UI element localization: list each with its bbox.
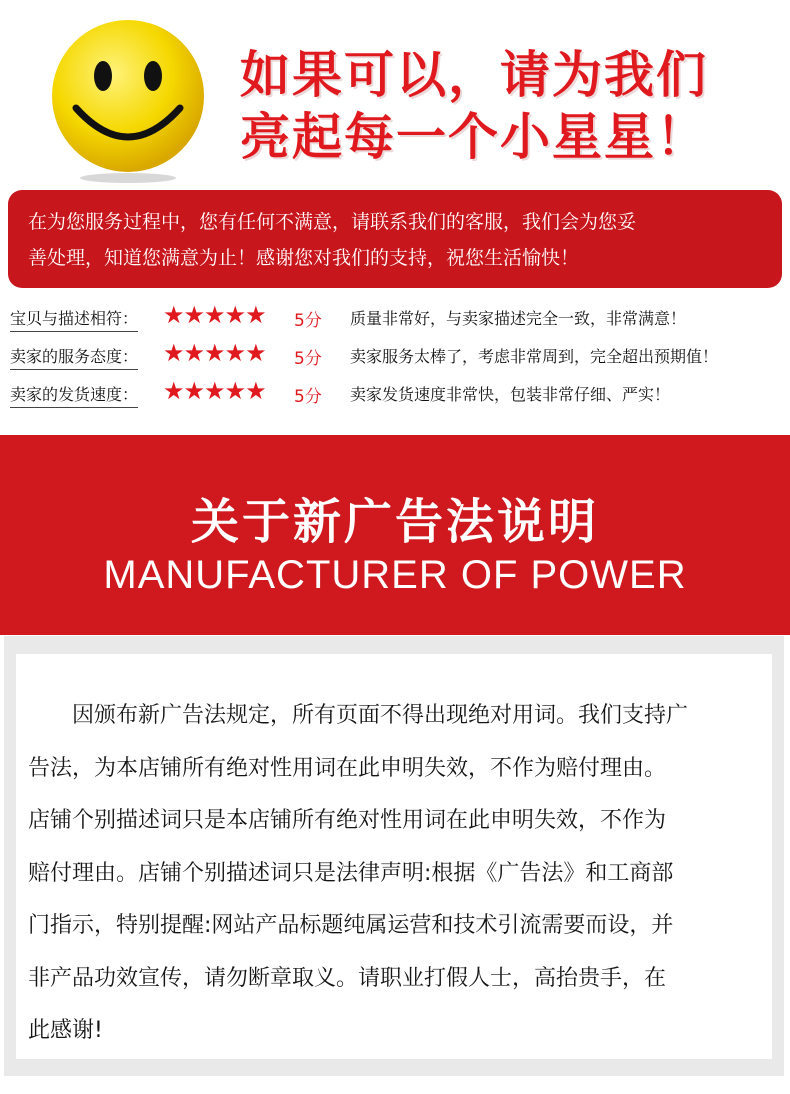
rating-score: 5分 <box>294 387 322 407</box>
ad-law-banner <box>0 435 790 635</box>
rating-comment: 质量非常好，与卖家描述完全一致，非常满意！ <box>350 309 687 328</box>
rating-label: 卖家的发货速度： <box>10 382 138 408</box>
notice-line-2: 善处理，知道您满意为止！感谢您对我们的支持，祝您生活愉快！ <box>28 247 580 269</box>
notice-line-1: 在为您服务过程中，您有任何不满意，请联系我们的客服，我们会为您妥 <box>28 211 637 233</box>
headline-line-2: 亮起每一个小星星！ <box>240 108 708 166</box>
law-statement-text <box>28 690 768 1058</box>
service-notice <box>8 190 782 288</box>
ratings-list <box>10 300 790 414</box>
rating-score: 5分 <box>294 349 322 369</box>
law-line: 告法，为本店铺所有绝对性用词在此申明失效，不作为赔付理由。 <box>28 755 667 781</box>
law-line: 赔付理由。店铺个别描述词只是法律声明:根据《广告法》和工商部 <box>28 860 674 886</box>
law-line: 因颁布新广告法规定，所有页面不得出现绝对用词。我们支持广 <box>28 703 689 728</box>
rating-row <box>10 300 790 338</box>
law-statement-box <box>4 636 784 1076</box>
law-line: 非产品功效宣传，请勿断章取义。请职业打假人士，高抬贵手，在 <box>28 965 667 991</box>
law-line: 店铺个别描述词只是本店铺所有绝对性用词在此申明失效，不作为 <box>28 808 667 833</box>
law-line: 门指示，特别提醒:网站产品标题纯属运营和技术引流需要而设，并 <box>28 913 674 938</box>
rating-score: 5分 <box>294 311 322 331</box>
banner-subtitle: MANUFACTURER OF POWER <box>103 553 687 597</box>
smiley-face-icon <box>48 16 208 186</box>
headline-line-1: 如果可以，请为我们 <box>240 46 708 104</box>
rating-comment: 卖家发货速度非常快，包装非常仔细、严实！ <box>350 385 671 404</box>
rating-row <box>10 338 790 376</box>
banner-title: 关于新广告法说明 <box>190 494 599 550</box>
star-rating-icon: ★★★★★ <box>163 301 266 329</box>
rating-row <box>10 376 790 414</box>
law-statement-panel <box>16 654 772 1059</box>
headline <box>240 44 780 168</box>
law-line: 此感谢! <box>28 1018 103 1043</box>
star-rating-icon: ★★★★★ <box>163 339 266 367</box>
rating-comment: 卖家服务太棒了，考虑非常周到，完全超出预期值！ <box>350 347 719 366</box>
star-rating-icon: ★★★★★ <box>163 377 266 405</box>
notice-text <box>28 204 773 276</box>
header-section <box>0 0 790 190</box>
rating-label: 宝贝与描述相符： <box>10 306 138 332</box>
rating-label: 卖家的服务态度： <box>10 344 138 370</box>
